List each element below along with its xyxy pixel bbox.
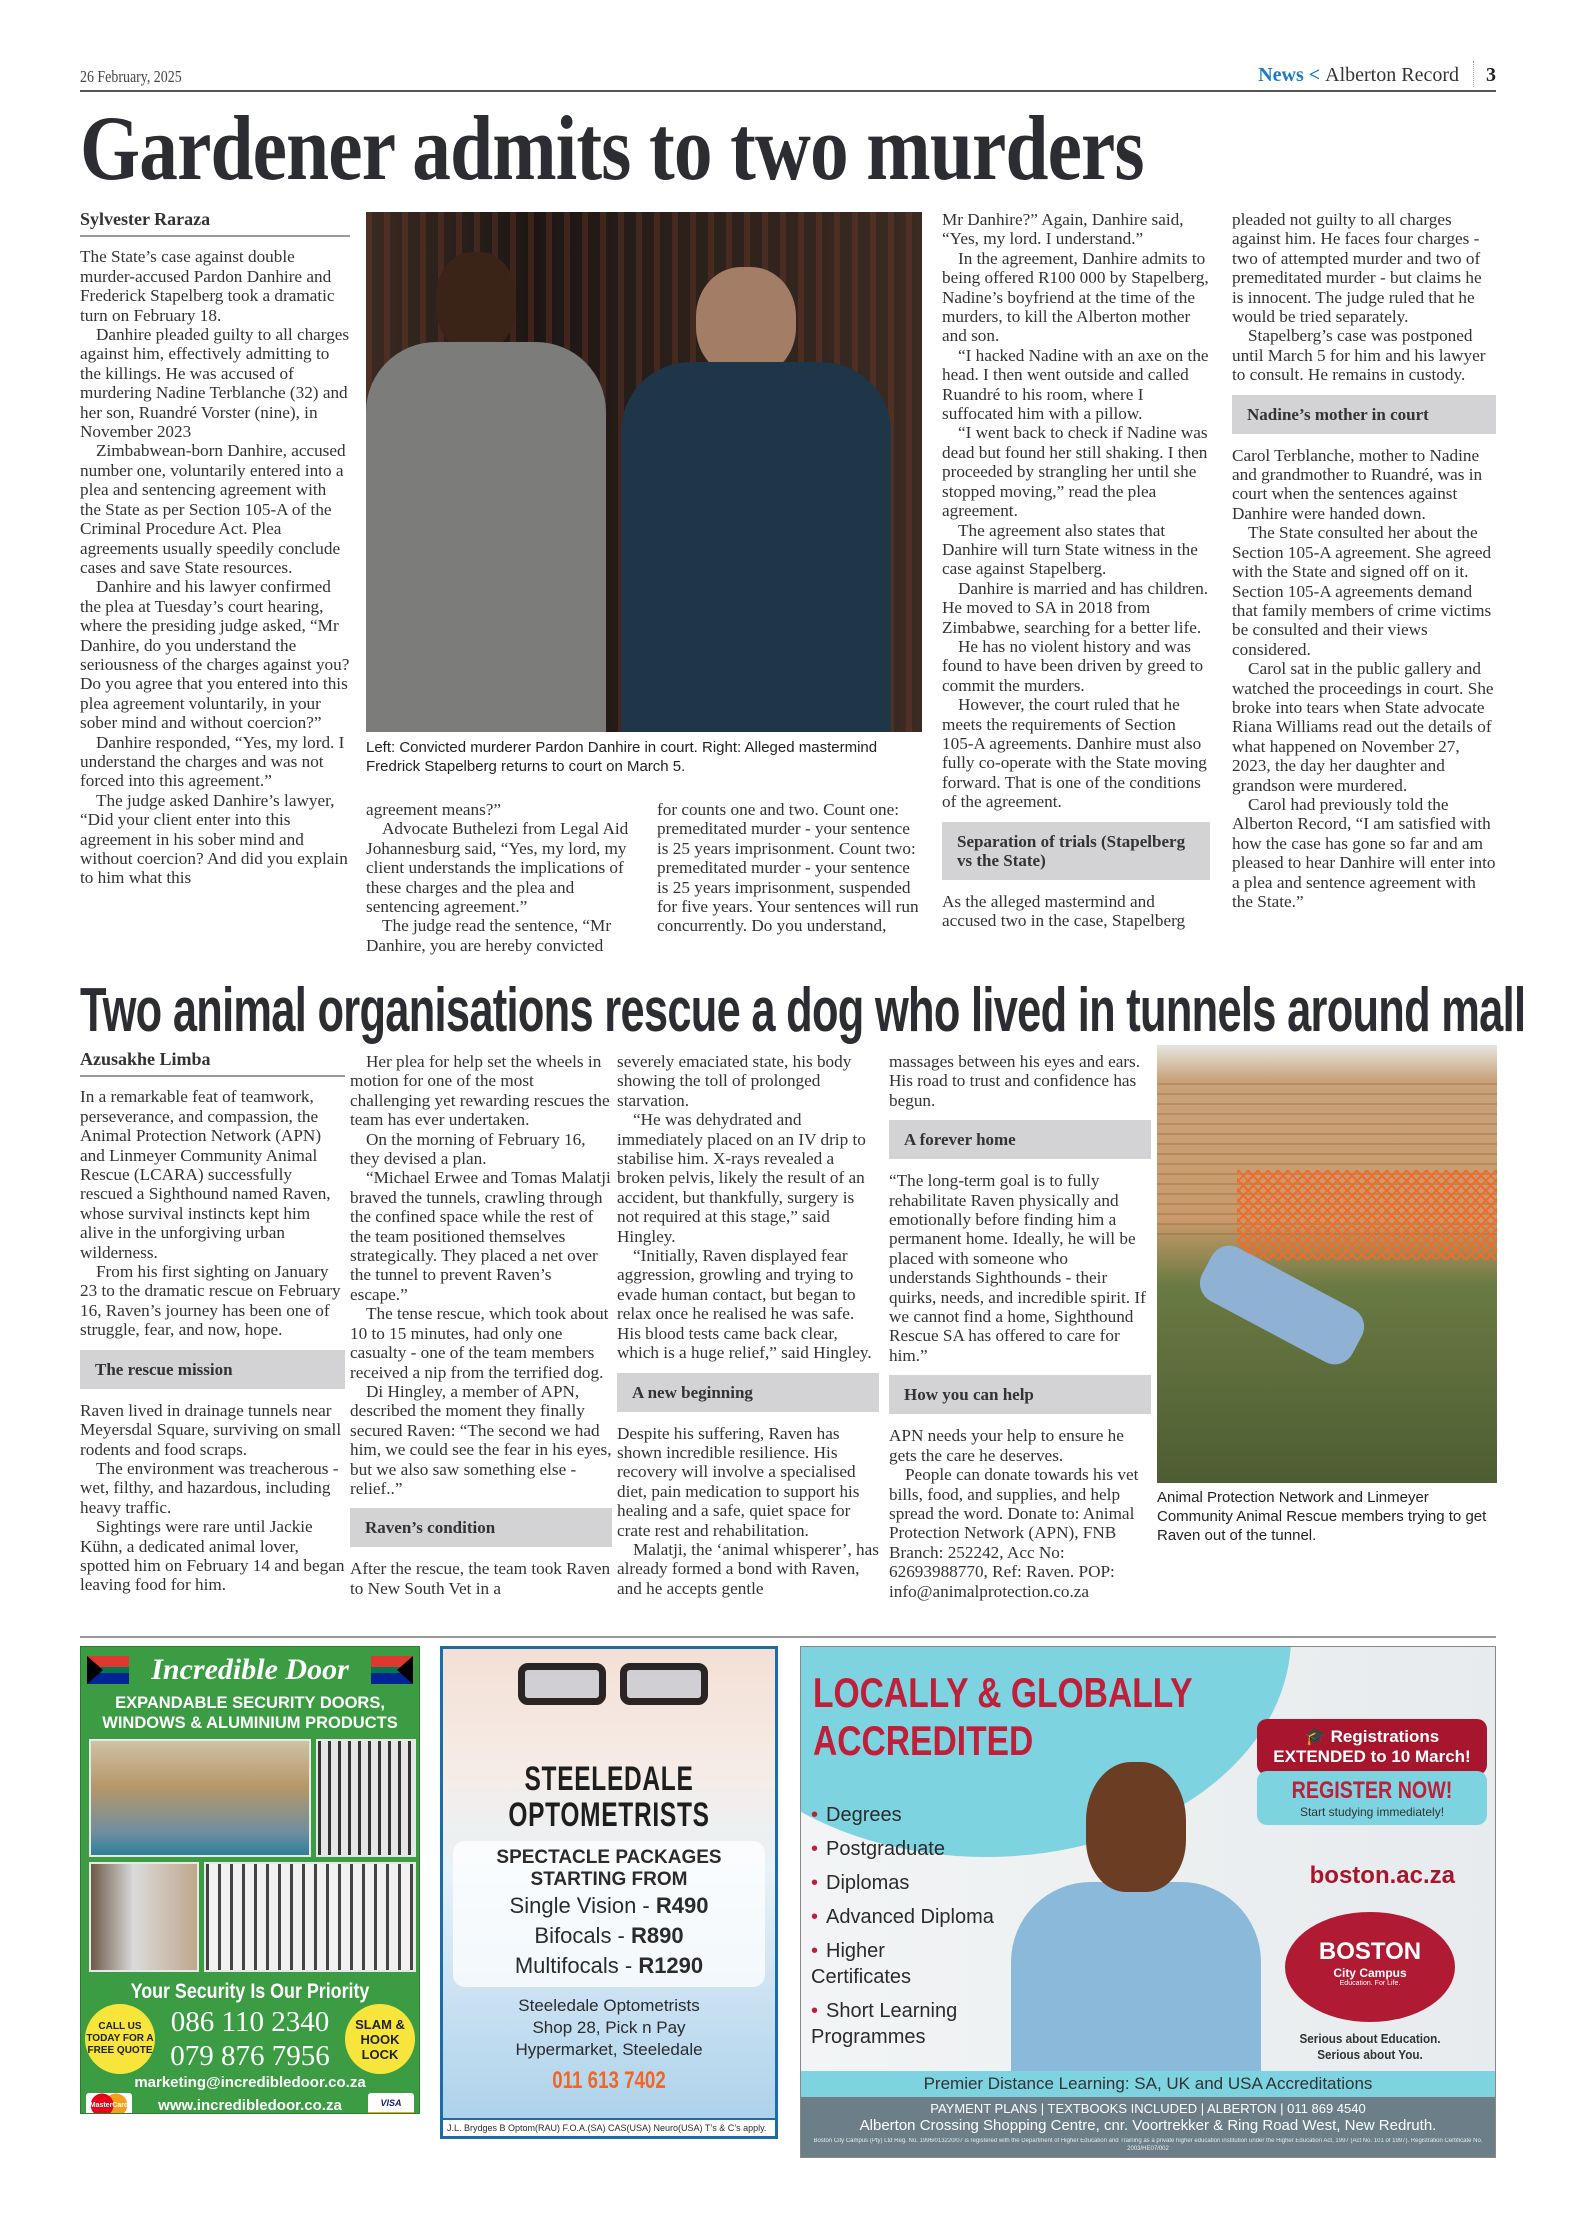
opt-offer-box (453, 1841, 765, 1987)
article2-headline: Two animal organisations rescue a dog who lived in tunnels around mall (80, 976, 1526, 1045)
article1-col4 (942, 210, 1210, 930)
rescue-photo (1157, 1045, 1497, 1483)
subhead-separation-of-trials: Separation of trials (Stapelberg vs the State) (942, 822, 1210, 880)
student-shirt (1011, 1882, 1261, 2077)
section-link[interactable]: News (1258, 64, 1304, 86)
paragraph: Carol sat in the public gallery and watched the proceedings in court. She broke into tears when State advocate Riana Williams read out the details of what happened on November 27, 2023, the day her daughter and grandson were murdered. (1232, 659, 1494, 795)
call-us-badge: CALL US TODAY FOR A FREE QUOTE (85, 2004, 155, 2074)
article1-byline: Sylvester Raraza (80, 210, 350, 237)
orange-netting (1237, 1170, 1497, 1260)
paragraph: Danhire and his lawyer confirmed the plea at Tuesday’s court hearing, where the presiding judge asked, “Mr Danhire, do you understand the seriousness of the charges against you? Do you agree that you entered into this plea agreement voluntarily, in your sober mind and without coercion?” (80, 577, 350, 733)
paragraph: Di Hingley, a member of APN, described the moment they finally secured Raven: “The second we had him, we could see the fear in his eyes, but we also saw something else - relief..” (350, 1381, 612, 1498)
price-bifocals: Bifocals - R890 (534, 1923, 684, 1948)
door-email[interactable]: marketing@incredibledoor.co.za (134, 2074, 366, 2091)
paragraph: Sightings were rare until Jackie Kühn, a dedicated animal lover, spotted him on February 14 and began leaving food for him. (80, 1517, 345, 1595)
paragraph: The tense rescue, which took about 10 to 15 minutes, had only one casualty - one of the team members received a nip from the terrified dog. (350, 1304, 609, 1382)
slogan-line: Serious about Education. (1299, 2031, 1441, 2046)
paragraph: In the agreement, Danhire admits to being offered R100 000 by Stapelberg, Nadine’s boyfriend at the time of the murders, to kill the Alberton mother and son. (942, 248, 1209, 346)
paragraph: “Initially, Raven displayed fear aggression, growling and trying to evade human contact, but began to relax once he realised he was safe. His blood tests came back clear, which is a huge relief,” said Hingley. (617, 1246, 872, 1363)
programme-item: • Degrees (811, 1802, 994, 1828)
subhead-rescue-mission: The rescue mission (80, 1350, 345, 1389)
paragraph: Mr Danhire?” Again, Danhire said, “Yes, my lord. I understand.” (942, 210, 1184, 249)
article1-col5 (1232, 210, 1496, 911)
paragraph: Stapelberg’s case was postponed until March 5 for him and his lawyer to consult. He remains in custody. (1232, 326, 1486, 385)
paragraph: On the morning of February 16, they devised a plan. (350, 1129, 586, 1169)
paragraph: Danhire is married and has children. He moved to SA in 2018 from Zimbabwe, searching for a better life. (942, 578, 1209, 637)
sa-flag-icon (371, 1656, 413, 1684)
product-image (204, 1862, 416, 1972)
paragraph: Advocate Buthelezi from Legal Aid Johannesburg said, “Yes, my lord, my client understands the implications of these charges and the plea and sentencing agreement.” (366, 819, 629, 917)
logo-motto: Education. For Life. (1339, 1980, 1401, 1987)
register-now-label: REGISTER NOW! (1291, 1777, 1453, 1804)
paragraph: Her plea for help set the wheels in motion for one of the most challenging yet rewarding rescues the team has ever undertaken. (350, 1052, 610, 1130)
paragraph: Danhire pleaded guilty to all charges against him, effectively admitting to the killings. He was accused of murdering Nadine Terblanche (32) and her son, Ruandré Vorster (nine), in November 2023 (80, 325, 350, 442)
paragraph: The environment was treacherous - wet, filthy, and hazardous, including heavy traffic. (80, 1458, 339, 1517)
visa-icon: VISA (368, 2093, 414, 2114)
boston-logo (1285, 1912, 1455, 2022)
programme-item: • Diplomas (811, 1870, 994, 1896)
door-subtitle-2: WINDOWS & ALUMINIUM PRODUCTS (102, 1714, 398, 1732)
masthead-right (1258, 61, 1496, 87)
paragraph: APN needs your help to ensure he gets the care he deserves. (889, 1426, 1124, 1465)
article2-col2 (350, 1052, 612, 1598)
model-face-image (443, 1649, 775, 1761)
registrations-extended: EXTENDED to 10 March! (1273, 1747, 1471, 1766)
paragraph: “The long-term goal is to fully rehabilitate Raven physically and emotionally before finding him a permanent home. Ideally, he will be placed with someone who understands Sighthounds - their quirks, needs, and incredible spirit. If we cannot find a home, Sighthound Rescue SA has offered to care for him.” (889, 1171, 1146, 1365)
product-image (89, 1862, 199, 1972)
address-line: Shop 28, Pick n Pay (532, 2018, 686, 2037)
logo-name: BOSTON (1318, 1938, 1422, 1965)
issue-date: 26 February, 2025 (80, 67, 182, 86)
door-brand: Incredible Door (151, 1653, 349, 1686)
paragraph: Carol Terblanche, mother to Nadine and grandmother to Ruandré, was in court when the sentences against Danhire were handed down. (1232, 445, 1483, 523)
subhead-new-beginning: A new beginning (617, 1373, 879, 1412)
product-image (316, 1739, 416, 1857)
article2-byline: Azusakhe Limba (80, 1050, 345, 1077)
ad-boston-city-campus[interactable] (800, 1646, 1496, 2158)
subhead-ravens-condition: Raven’s condition (350, 1508, 612, 1547)
offer-line-2: STARTING FROM (530, 1869, 688, 1890)
paragraph: Despite his suffering, Raven has shown incredible resilience. His recovery will involve a specialised diet, pain medication to support his healing and a safe, quiet space for crate rest and rehabilitation. (617, 1423, 860, 1540)
paragraph: massages between his eyes and ears. His road to trust and confidence has begun. (889, 1052, 1141, 1110)
article1-col2 (366, 800, 631, 955)
paragraph: “He was dehydrated and immediately placed on an IV drip to stabilise him. X-rays revealed a broken pelvis, likely the result of an accident, but thankfully, surgery is not required at this stage,” said Hingley. (617, 1110, 866, 1246)
paper-name: Alberton Record (1325, 64, 1459, 86)
product-image (89, 1739, 311, 1857)
door-product-images (89, 1739, 411, 1972)
paragraph: Danhire responded, “Yes, my lord. I understand the charges and was not forced into this agreement.” (80, 732, 345, 791)
register-now-button[interactable] (1257, 1771, 1487, 1825)
paragraph: However, the court ruled that he meets the requirements of Section 105-A agreements. Danhire must also fully co-operate with the State moving forward. That is one of the conditions of the agreement. (942, 695, 1207, 812)
paragraph: The judge read the sentence, “Mr Danhire, you are hereby convicted (366, 916, 612, 955)
registrations-banner (1257, 1719, 1487, 1775)
divider (80, 1636, 1496, 1638)
price-multifocals: Multifocals - R1290 (514, 1953, 704, 1978)
paragraph: Zimbabwean-born Danhire, accused number one, voluntarily entered into a plea and sentencing agreement with the State as per Section 105-A of the Criminal Procedure Act. Plea agreements usually speedily conclude cases and save State resources. (80, 441, 346, 577)
boston-url[interactable]: boston.ac.za (1309, 1862, 1455, 1889)
article1-col3 (657, 800, 922, 936)
student-head (1086, 1762, 1186, 1892)
paragraph: Carol had previously told the Alberton Record, “I am satisfied with how the case has gone so far and am pleased to hear Danhire will enter into a plea and sentence agreement with the State.” (1232, 794, 1496, 911)
programme-item: • Higher Certificates (811, 1938, 961, 1990)
paragraph: In a remarkable feat of teamwork, perseverance, and compassion, the Animal Protection Network (APN) and Linmeyer Community Animal Rescue (LCARA) successfully rescued a Sighthound named Raven, whose survival instincts kept him alive in the unforgiving urban wilderness. (80, 1087, 331, 1262)
article1-photo-caption: Left: Convicted murderer Pardon Danhire in court. Right: Alleged mastermind Fredrick Stapelberg returns to court on March 5. (366, 739, 878, 775)
paragraph: As the alleged mastermind and accused two in the case, Stapelberg (942, 891, 1186, 930)
paragraph: “Michael Erwee and Tomas Malatji braved the tunnels, crawling through the confined space while the rest of the team positioned themselves strategically. They placed a net over the tunnel to prevent Raven’s escape.” (350, 1168, 611, 1304)
programme-item: • Short Learning Programmes (811, 1998, 981, 2050)
subhead-forever-home: A forever home (889, 1120, 1151, 1159)
person-right-jacket (621, 362, 891, 732)
paragraph: for counts one and two. Count one: premeditated murder - your sentence is 25 years imprisonment. Count two: premeditated murder - your sentence is 25 years imprisonment, suspended for five years. Your sentences will run concurrently. Do you understand, (657, 800, 919, 936)
article1-col1 (80, 210, 350, 888)
programme-list (811, 1802, 994, 2058)
phone-2[interactable]: 079 876 7956 (170, 2040, 330, 2072)
paragraph: He has no violent history and was found to have been driven by greed to commit the murders. (942, 636, 1204, 695)
mastercard-icon: MasterCard (86, 2093, 132, 2114)
address-line: Hypermarket, Steeledale (515, 2040, 703, 2059)
paragraph: “I went back to check if Nadine was dead but found her still shaking. I then proceeded by strangling her until she stopped moving,” read the plea agreement. (942, 423, 1208, 521)
boston-headline (813, 1669, 1193, 1765)
headline-line: LOCALLY & GLOBALLY (813, 1669, 1193, 1716)
legal-text: Boston City Campus (Pty) Ltd Reg. No. 1996/013220/07 is registered with the Department of Higher Education and Training as a private higher education institution under the Higher Education Act, 1997 (Act No. 101 of 1997). Registration Certificate No. 2003/HE07/002 (813, 2138, 1483, 2152)
court-photo (366, 212, 922, 732)
slam-hook-badge: SLAM & HOOK LOCK (345, 2004, 415, 2074)
door-phones-row (81, 2004, 419, 2074)
paragraph: People can donate towards his vet bills, food, and supplies, and help spread the word. Donate to: Animal Protection Network (APN), FNB Branch: 252242, Acc No: 62693988770, Ref: Raven. POP: info@animalprotection.co.za (889, 1465, 1139, 1601)
article2-photo-caption: Animal Protection Network and Linmeyer Community Animal Rescue members trying to get Raven out of the tunnel. (1157, 1489, 1487, 1544)
paragraph: agreement means?” (366, 800, 502, 819)
boston-band-contact (801, 2097, 1495, 2157)
chevron-left-icon: < (1308, 64, 1321, 86)
paragraph: After the rescue, the team took Raven to New South Vet in a (350, 1559, 611, 1598)
contact-line: PAYMENT PLANS | TEXTBOOKS INCLUDED | ALBERTON | 011 869 4540 (930, 2101, 1366, 2116)
article2-col3 (617, 1052, 879, 1598)
paragraph: severely emaciated state, his body showing the toll of prolonged starvation. (617, 1052, 852, 1110)
slogan-line: Serious about You. (1317, 2047, 1423, 2062)
ad-incredible-door[interactable] (80, 1646, 420, 2114)
address-line: Steeledale Optometrists (518, 1996, 700, 2015)
opt-footer: J.L. Brydges B Optom(RAU) F.O.A.(SA) CAS(USA) Neuro(USA) T’s & C’s apply. (443, 2118, 775, 2136)
door-website[interactable]: www.incredibledoor.co.za (158, 2096, 342, 2114)
opt-title-1: STEELEDALE (524, 1760, 694, 1798)
ad-steeledale-optometrists[interactable] (440, 1646, 778, 2139)
headline-line: ACCREDITED (813, 1717, 1034, 1764)
paragraph: pleaded not guilty to all charges against him. He faces four charges - two of attempted murder and two of premeditated murder - but claims he is innocent. The judge ruled that he would be tried separately. (1232, 210, 1482, 327)
subhead-how-you-can-help: How you can help (889, 1375, 1151, 1414)
paragraph: The judge asked Danhire’s lawyer, “Did your client enter into this agreement in his sober mind and without coercion? And did you explain to him what this (80, 790, 348, 888)
opt-address (443, 1995, 775, 2061)
phone-1[interactable]: 086 110 2340 (170, 2006, 330, 2038)
paragraph: Raven lived in drainage tunnels near Meyersdal Square, surviving on small rodents and food scraps. (80, 1400, 342, 1459)
glasses-icon (513, 1663, 713, 1705)
person-left-hoodie (366, 342, 606, 732)
opt-phone[interactable]: 011 613 7402 (552, 2067, 666, 2094)
paragraph: The State’s case against double murder-accused Pardon Danhire and Frederick Stapelberg took a dramatic turn on February 18. (80, 247, 335, 325)
opt-title-2: OPTOMETRISTS (508, 1796, 710, 1834)
register-now-sub: Start studying immediately! (1299, 1805, 1445, 1819)
price-single-vision: Single Vision - R490 (509, 1893, 709, 1918)
door-title-row (81, 1647, 419, 1693)
article1-headline: Gardener admits to two murders (80, 97, 1144, 199)
subhead-nadines-mother: Nadine’s mother in court (1232, 395, 1496, 434)
door-tagline: Your Security Is Our Priority (130, 1980, 370, 2003)
paragraph: From his first sighting on January 23 to the dramatic rescue on February 16, Raven’s journey has been one of struggle, fear, and now, hope. (80, 1262, 341, 1340)
door-web-row (81, 2091, 419, 2114)
boston-slogan (1285, 2031, 1456, 2063)
person-left-head (436, 252, 516, 352)
page-number: 3 (1486, 64, 1496, 86)
door-subtitle-1: EXPANDABLE SECURITY DOORS, (115, 1694, 385, 1712)
article2-col1 (80, 1050, 345, 1595)
person-right-head (696, 267, 796, 377)
paragraph: The agreement also states that Danhire will turn State witness in the case against Stapelberg. (942, 520, 1198, 579)
student-photo (991, 1762, 1281, 2077)
address-line: Alberton Crossing Shopping Centre, cnr. Voortrekker & Ring Road West, New Redruth. (859, 2117, 1437, 2134)
paragraph: Malatji, the ‘animal whisperer’, has already formed a bond with Raven, and he accepts gentle (617, 1539, 879, 1598)
paragraph: The State consulted her about the Section 105-A agreement. She agreed with the State and signed off on it. Section 105-A agreements demand that family members of crime victims be consulted and their views considered. (1232, 523, 1492, 659)
programme-item: • Postgraduate (811, 1836, 994, 1862)
paragraph: “I hacked Nadine with an axe on the head. I then went outside and called Ruandré to his room, where I suffocated him with a pillow. (942, 345, 1209, 424)
programme-item: • Advanced Diploma (811, 1904, 994, 1930)
boston-band-accreditations: Premier Distance Learning: SA, UK and USA Accreditations (801, 2071, 1495, 2097)
article2-col4 (889, 1052, 1151, 1601)
masthead (80, 64, 1496, 92)
door-phone-numbers (170, 2005, 330, 2073)
offer-line-1: SPECTACLE PACKAGES (496, 1847, 722, 1868)
sa-flag-icon (87, 1656, 129, 1684)
graduation-cap-icon: 🎓 Registrations (1304, 1727, 1440, 1746)
logo-campus: City Campus (1333, 1966, 1407, 1980)
divider (1473, 61, 1474, 87)
